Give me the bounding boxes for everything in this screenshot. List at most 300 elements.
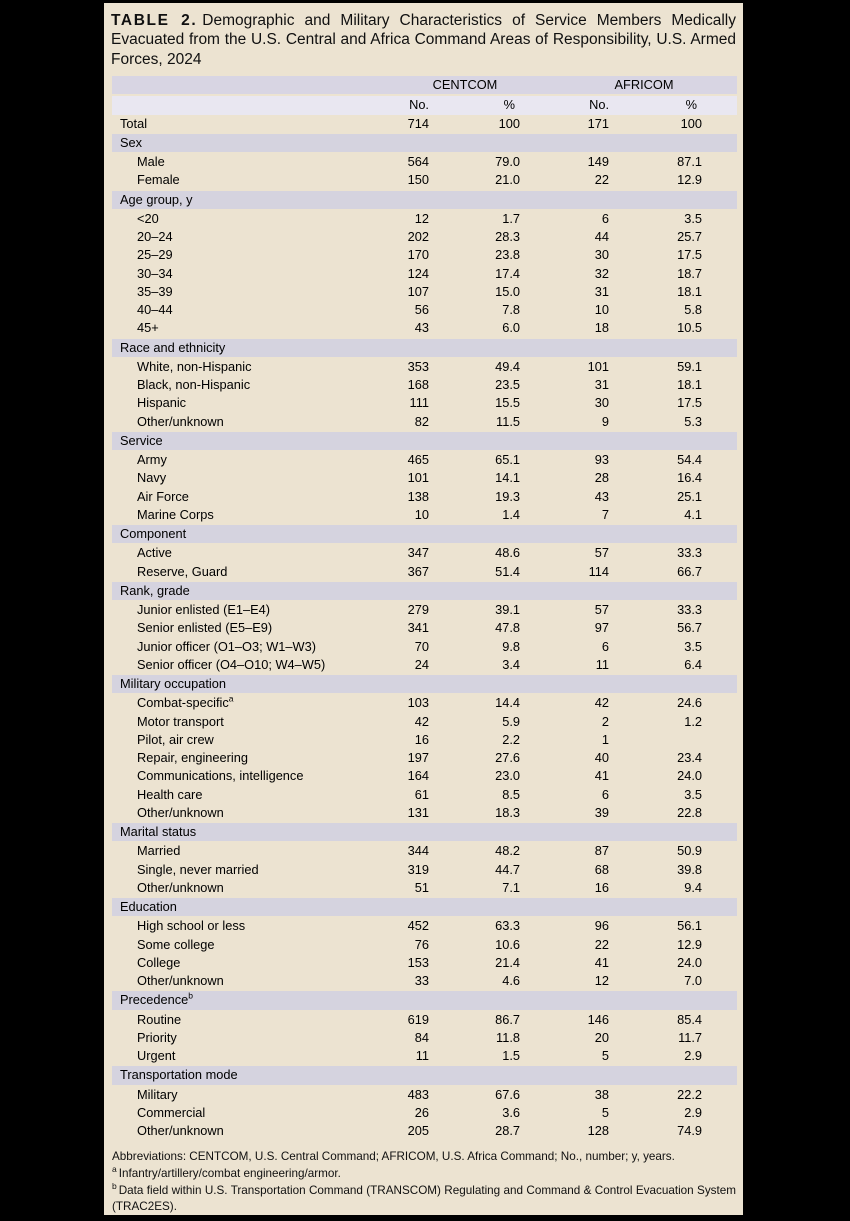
row-label: Male (137, 154, 165, 170)
cell-c-pct: 21.4 (495, 954, 521, 970)
row-label: Urgent (137, 1048, 176, 1064)
column-header-centcom-no: No. (341, 95, 430, 114)
row-label: Senior officer (O4–O10; W4–W5) (137, 656, 326, 672)
cell-a-pct: 25.7 (677, 229, 703, 245)
column-header-centcom-pct: % (430, 95, 521, 114)
cell-c-pct: 65.1 (495, 452, 521, 468)
row-label: 30–34 (137, 265, 173, 281)
row-label: Other/unknown (137, 973, 224, 989)
table-row (112, 917, 737, 936)
empty-header-cell (112, 95, 341, 114)
cell-a-no: 114 (588, 563, 610, 579)
row-label: Repair, engineering (137, 750, 248, 766)
cell-a-pct: 24.6 (677, 695, 703, 711)
cell-c-pct: 63.3 (495, 918, 521, 934)
cell-a-no: 5 (601, 1048, 610, 1064)
table-row (112, 209, 737, 228)
cell-a-no: 57 (594, 602, 610, 618)
cell-c-no: 11 (415, 1048, 429, 1064)
demographics-table (112, 76, 737, 1140)
empty-header-cell (112, 76, 341, 95)
table-row (112, 1122, 737, 1140)
cell-c-no: 84 (414, 1029, 429, 1045)
cell-a-no: 9 (601, 413, 610, 429)
cell-c-no: 82 (414, 413, 429, 429)
cell-c-pct: 7.1 (502, 879, 521, 895)
cell-c-pct: 8.5 (502, 786, 521, 802)
section-header-row (112, 133, 737, 152)
cell-c-pct: 28.7 (495, 1123, 521, 1139)
section-header-row (112, 338, 737, 357)
cell-a-no: 22 (594, 936, 610, 952)
section-header-label: Component (112, 525, 737, 544)
cell-a-pct: 39.8 (677, 861, 703, 877)
section-header-label: Age group, y (112, 190, 737, 209)
cell-a-pct: 2.9 (684, 1104, 703, 1120)
cell-c-no: 465 (407, 452, 429, 468)
cell-c-pct: 39.1 (495, 602, 521, 618)
cell-a-pct: 5.3 (684, 413, 703, 429)
cell-c-pct: 10.6 (495, 936, 521, 952)
row-label: Health care (137, 786, 203, 802)
row-label: Junior officer (O1–O3; W1–W3) (137, 638, 316, 654)
cell-c-pct: 11.8 (496, 1029, 521, 1045)
table-row (112, 376, 737, 394)
cell-a-no: 18 (594, 320, 610, 336)
table-row (112, 694, 737, 713)
cell-c-no: 101 (407, 470, 429, 486)
cell-c-pct: 27.6 (495, 750, 521, 766)
row-label: Routine (137, 1011, 182, 1027)
cell-a-pct: 5.8 (684, 302, 703, 318)
row-label: Air Force (137, 488, 189, 504)
table-row (112, 842, 737, 861)
table-row (112, 731, 737, 749)
table-row (112, 357, 737, 376)
table-row (112, 171, 737, 190)
cell-a-no: 96 (594, 918, 610, 934)
cell-a-no: 16 (594, 879, 610, 895)
cell-c-pct: 14.1 (495, 470, 521, 486)
cell-c-no: 56 (414, 302, 429, 318)
section-header-label: Precedence$^b$ (112, 991, 737, 1010)
cell-a-pct: 22.8 (677, 804, 703, 820)
cell-a-pct: 3.5 (684, 786, 703, 802)
table-row (112, 786, 737, 804)
cell-c-no: 353 (407, 358, 429, 374)
row-label: Priority (137, 1029, 177, 1045)
cell-c-pct: 79.0 (495, 154, 521, 170)
cell-a-pct: 3.5 (684, 638, 703, 654)
cell-a-pct: 17.5 (677, 395, 703, 411)
row-label: Army (137, 452, 167, 468)
row-label: <20 (137, 210, 159, 226)
table-row (112, 749, 737, 767)
table-row (112, 451, 737, 470)
section-header-label: Service (112, 431, 737, 450)
cell-c-pct: 4.6 (502, 973, 521, 989)
table-row (112, 283, 737, 301)
table-row (112, 301, 737, 319)
cell-a-pct: 87.1 (677, 154, 703, 170)
table-row (112, 413, 737, 432)
row-label: 35–39 (137, 283, 173, 299)
cell-c-no: 16 (414, 731, 429, 747)
row-label: Other/unknown (137, 879, 224, 895)
cell-c-no: 24 (414, 656, 429, 672)
footnote-b: $^b$ Data field within U.S. Transportation Command (TRANSCOM) Regulating and Command & Control Evacuation System (TRAC2ES). (112, 1180, 736, 1214)
table-row (112, 1047, 737, 1066)
cell-c-no: 12 (414, 210, 429, 226)
cell-a-pct: 54.4 (677, 452, 703, 468)
cell-a-no: 97 (594, 620, 610, 636)
cell-a-no: 57 (594, 545, 610, 561)
table-row (112, 1104, 737, 1122)
row-label: Marine Corps (137, 506, 214, 522)
cell-a-pct: 7.0 (684, 973, 703, 989)
cell-a-pct: 50.9 (677, 843, 703, 859)
table-row (112, 638, 737, 656)
row-label: Communications, intelligence (137, 768, 304, 784)
table-row (112, 488, 737, 506)
row-label: Pilot, air crew (137, 731, 214, 747)
cell-c-pct: 6.0 (502, 320, 521, 336)
table-body (112, 115, 737, 1141)
row-label: Other/unknown (137, 804, 224, 820)
table-row (112, 319, 737, 338)
cell-a-no: 41 (594, 768, 610, 784)
table-row (112, 563, 737, 582)
cell-a-no: 42 (594, 695, 610, 711)
cell-c-pct: 3.4 (502, 656, 521, 672)
cell-c-pct: 14.4 (495, 695, 521, 711)
cell-a-pct: 66.7 (677, 563, 703, 579)
cell-a-no: 41 (594, 954, 610, 970)
section-header-label: Race and ethnicity (112, 338, 737, 357)
cell-c-pct: 15.5 (495, 395, 521, 411)
cell-c-pct: 11.5 (496, 413, 521, 429)
cell-a-no: 128 (587, 1123, 610, 1139)
cell-a-no: 7 (601, 506, 610, 522)
table-row (112, 804, 737, 823)
column-header-africom-pct: % (610, 95, 737, 114)
footnote-abbreviations: Abbreviations: CENTCOM, U.S. Central Command; AFRICOM, U.S. Africa Command; No., number; y, years. (112, 1150, 675, 1164)
cell-a-pct: 3.5 (684, 210, 703, 226)
cell-a-no: 38 (594, 1086, 610, 1102)
table-row (112, 115, 737, 134)
table-row (112, 861, 737, 879)
table-row (112, 1010, 737, 1029)
cell-c-pct: 2.2 (502, 731, 521, 747)
cell-c-no: 138 (407, 488, 429, 504)
cell-c-no: 153 (407, 954, 429, 970)
section-header-row (112, 431, 737, 450)
section-header-label: Sex (112, 133, 737, 152)
column-group-centcom: CENTCOM (341, 76, 521, 95)
section-header-row (112, 1066, 737, 1085)
cell-c-no: 10 (414, 506, 429, 522)
cell-c-no: 103 (407, 695, 429, 711)
page-title (111, 11, 736, 69)
table-group-header-row (112, 76, 737, 95)
row-label: Junior enlisted (E1–E4) (137, 602, 271, 618)
cell-c-no: 168 (407, 377, 429, 393)
cell-a-pct: 33.3 (677, 602, 703, 618)
cell-c-no: 150 (407, 172, 429, 188)
cell-a-pct: 16.4 (677, 470, 703, 486)
row-label: 40–44 (137, 302, 173, 318)
table-row (112, 879, 737, 898)
table-row (112, 265, 737, 283)
cell-c-no: 43 (414, 320, 429, 336)
cell-a-pct: 33.3 (677, 545, 703, 561)
cell-c-pct: 5.9 (502, 713, 521, 729)
section-header-label: Education (112, 898, 737, 917)
cell-c-pct: 3.6 (502, 1104, 521, 1120)
table-card (104, 3, 743, 1215)
row-label: College (137, 954, 181, 970)
section-header-row (112, 823, 737, 842)
row-label: White, non-Hispanic (137, 358, 252, 374)
cell-c-no: 483 (407, 1086, 429, 1102)
cell-c-pct: 44.7 (495, 861, 521, 877)
cell-a-pct: 24.0 (677, 954, 703, 970)
cell-a-pct: 1.2 (684, 713, 703, 729)
section-header-row (112, 675, 737, 694)
cell-a-pct: 12.9 (677, 172, 703, 188)
cell-c-no: 202 (407, 229, 429, 245)
cell-a-no: 6 (601, 210, 610, 226)
cell-c-pct: 17.4 (495, 265, 521, 281)
cell-c-no: 51 (414, 879, 429, 895)
section-header-label: Transportation mode (112, 1066, 737, 1085)
row-label: High school or less (137, 918, 246, 934)
cell-a-no: 5 (601, 1104, 610, 1120)
cell-a-pct: 10.5 (677, 320, 703, 336)
table-number-label: TABLE 2. (111, 12, 198, 29)
footnotes (112, 1149, 736, 1215)
cell-a-no: 87 (594, 843, 610, 859)
cell-a-no: 6 (601, 638, 610, 654)
cell-a-pct: 25.1 (677, 488, 703, 504)
table-row (112, 544, 737, 563)
cell-c-no: 714 (407, 115, 429, 131)
table-row (112, 394, 737, 412)
cell-a-no: 101 (587, 358, 610, 374)
section-header-label: Rank, grade (112, 581, 737, 600)
cell-a-pct: 24.0 (677, 768, 703, 784)
section-header-label: Marital status (112, 823, 737, 842)
row-label: Married (137, 843, 181, 859)
cell-a-pct: 85.4 (677, 1011, 703, 1027)
cell-c-pct: 7.8 (502, 302, 521, 318)
cell-c-no: 42 (414, 713, 429, 729)
cell-c-no: 33 (414, 973, 429, 989)
cell-c-no: 131 (407, 804, 429, 820)
row-label: Commercial (137, 1104, 206, 1120)
cell-a-no: 68 (594, 861, 610, 877)
table-row (112, 228, 737, 246)
row-label: Motor transport (137, 713, 224, 729)
cell-c-no: 70 (414, 638, 429, 654)
cell-c-no: 197 (407, 750, 429, 766)
cell-c-pct: 18.3 (495, 804, 521, 820)
cell-a-no: 40 (594, 750, 610, 766)
cell-c-pct: 19.3 (495, 488, 521, 504)
cell-c-pct: 48.2 (495, 843, 521, 859)
cell-a-pct: 59.1 (677, 358, 703, 374)
cell-a-no: 32 (594, 265, 610, 281)
section-header-row (112, 581, 737, 600)
section-header-row (112, 190, 737, 209)
cell-c-no: 61 (414, 786, 429, 802)
cell-a-no: 22 (594, 172, 610, 188)
cell-a-pct: 56.7 (677, 620, 703, 636)
table-row (112, 767, 737, 785)
cell-a-pct: 9.4 (684, 879, 703, 895)
cell-c-no: 367 (407, 563, 429, 579)
cell-c-pct: 67.6 (495, 1086, 521, 1102)
cell-c-no: 170 (407, 247, 429, 263)
cell-c-pct: 28.3 (495, 229, 521, 245)
cell-c-pct: 23.5 (495, 377, 521, 393)
row-label: Navy (137, 470, 167, 486)
section-header-label: Military occupation (112, 675, 737, 694)
table-row (112, 246, 737, 264)
cell-a-no: 28 (594, 470, 610, 486)
table-row (112, 1029, 737, 1047)
table-row (112, 601, 737, 620)
cell-c-no: 341 (407, 620, 429, 636)
row-label: Black, non-Hispanic (137, 377, 251, 393)
row-label: Total (120, 115, 148, 131)
row-label: Combat-specific$^a$ (137, 694, 234, 711)
table-row (112, 954, 737, 972)
cell-c-no: 344 (407, 843, 429, 859)
cell-a-pct: 23.4 (677, 750, 703, 766)
footnote-marker: a (228, 694, 234, 705)
cell-c-pct: 23.8 (495, 247, 521, 263)
row-label: 25–29 (137, 247, 173, 263)
cell-a-pct: 4.1 (684, 506, 703, 522)
cell-a-pct: 18.1 (677, 283, 703, 299)
cell-a-pct: 22.2 (677, 1086, 703, 1102)
table-row (112, 1085, 737, 1104)
table-row (112, 153, 737, 172)
cell-c-pct: 48.6 (495, 545, 521, 561)
cell-c-pct: 15.0 (495, 283, 521, 299)
table-row (112, 469, 737, 487)
cell-a-no: 31 (594, 283, 610, 299)
cell-c-no: 107 (407, 283, 429, 299)
column-group-africom: AFRICOM (521, 76, 737, 95)
cell-c-no: 279 (407, 602, 429, 618)
cell-c-no: 452 (407, 918, 429, 934)
cell-c-no: 619 (407, 1011, 429, 1027)
row-label: Senior enlisted (E5–E9) (137, 620, 273, 636)
cell-c-pct: 1.4 (502, 506, 521, 522)
cell-a-no: 11 (595, 656, 610, 672)
cell-a-pct: 18.7 (677, 265, 703, 281)
cell-c-no: 319 (407, 861, 429, 877)
cell-a-no: 146 (587, 1011, 610, 1027)
cell-a-no: 171 (587, 115, 610, 131)
cell-c-pct: 51.4 (495, 563, 521, 579)
section-header-row (112, 525, 737, 544)
cell-c-no: 164 (407, 768, 429, 784)
section-header-row (112, 991, 737, 1010)
cell-a-no: 20 (594, 1029, 610, 1045)
cell-a-no: 93 (594, 452, 610, 468)
cell-a-no: 10 (594, 302, 610, 318)
cell-c-pct: 100 (498, 115, 521, 131)
table-row (112, 619, 737, 637)
row-label: Other/unknown (137, 413, 224, 429)
cell-a-no: 1 (601, 731, 610, 747)
footnote-marker: b (188, 991, 194, 1002)
cell-c-pct: 23.0 (495, 768, 521, 784)
cell-a-no: 149 (587, 154, 610, 170)
cell-a-no: 39 (594, 804, 610, 820)
row-label: Hispanic (137, 395, 187, 411)
row-label: Single, never married (137, 861, 259, 877)
table-row (112, 936, 737, 954)
cell-a-no: 44 (594, 229, 610, 245)
table-row (112, 972, 737, 991)
table-row (112, 713, 737, 731)
cell-c-pct: 86.7 (495, 1011, 521, 1027)
cell-c-no: 111 (409, 395, 429, 411)
row-label: Active (137, 545, 172, 561)
cell-c-no: 26 (414, 1104, 429, 1120)
cell-a-no: 6 (601, 786, 610, 802)
table-row (112, 506, 737, 525)
row-label: Military (137, 1086, 178, 1102)
cell-c-no: 76 (414, 936, 429, 952)
table-header (112, 76, 737, 115)
row-label: 20–24 (137, 229, 173, 245)
cell-a-pct: 74.9 (677, 1123, 703, 1139)
cell-a-no: 43 (594, 488, 610, 504)
row-label: 45+ (137, 320, 159, 336)
cell-a-pct: 100 (680, 115, 703, 131)
cell-a-pct: 18.1 (677, 377, 703, 393)
table-title-text: Demographic and Military Characteristics of Service Members Medically Evacuated from the U.S. Central and Africa Command Areas of Responsibility, U.S. Armed Forces, 2024 (111, 12, 736, 68)
cell-a-no: 30 (594, 247, 610, 263)
cell-a-pct: 2.9 (684, 1048, 703, 1064)
cell-c-no: 564 (407, 154, 429, 170)
cell-a-pct: 11.7 (678, 1029, 703, 1045)
cell-a-pct: 17.5 (677, 247, 703, 263)
cell-c-pct: 21.0 (495, 172, 521, 188)
cell-a-pct: 6.4 (684, 656, 703, 672)
section-header-row (112, 898, 737, 917)
cell-c-no: 124 (407, 265, 429, 281)
cell-a-pct: 56.1 (677, 918, 703, 934)
cell-a-pct (610, 731, 737, 749)
cell-a-no: 2 (601, 713, 610, 729)
row-label: Reserve, Guard (137, 563, 228, 579)
cell-c-pct: 1.5 (502, 1048, 521, 1064)
table-subheader-row (112, 95, 737, 114)
row-label: Some college (137, 936, 215, 952)
cell-c-pct: 1.7 (502, 210, 521, 226)
row-label: Female (137, 172, 180, 188)
cell-a-no: 30 (594, 395, 610, 411)
cell-c-no: 347 (407, 545, 429, 561)
cell-c-pct: 49.4 (495, 358, 521, 374)
cell-a-no: 12 (594, 973, 610, 989)
